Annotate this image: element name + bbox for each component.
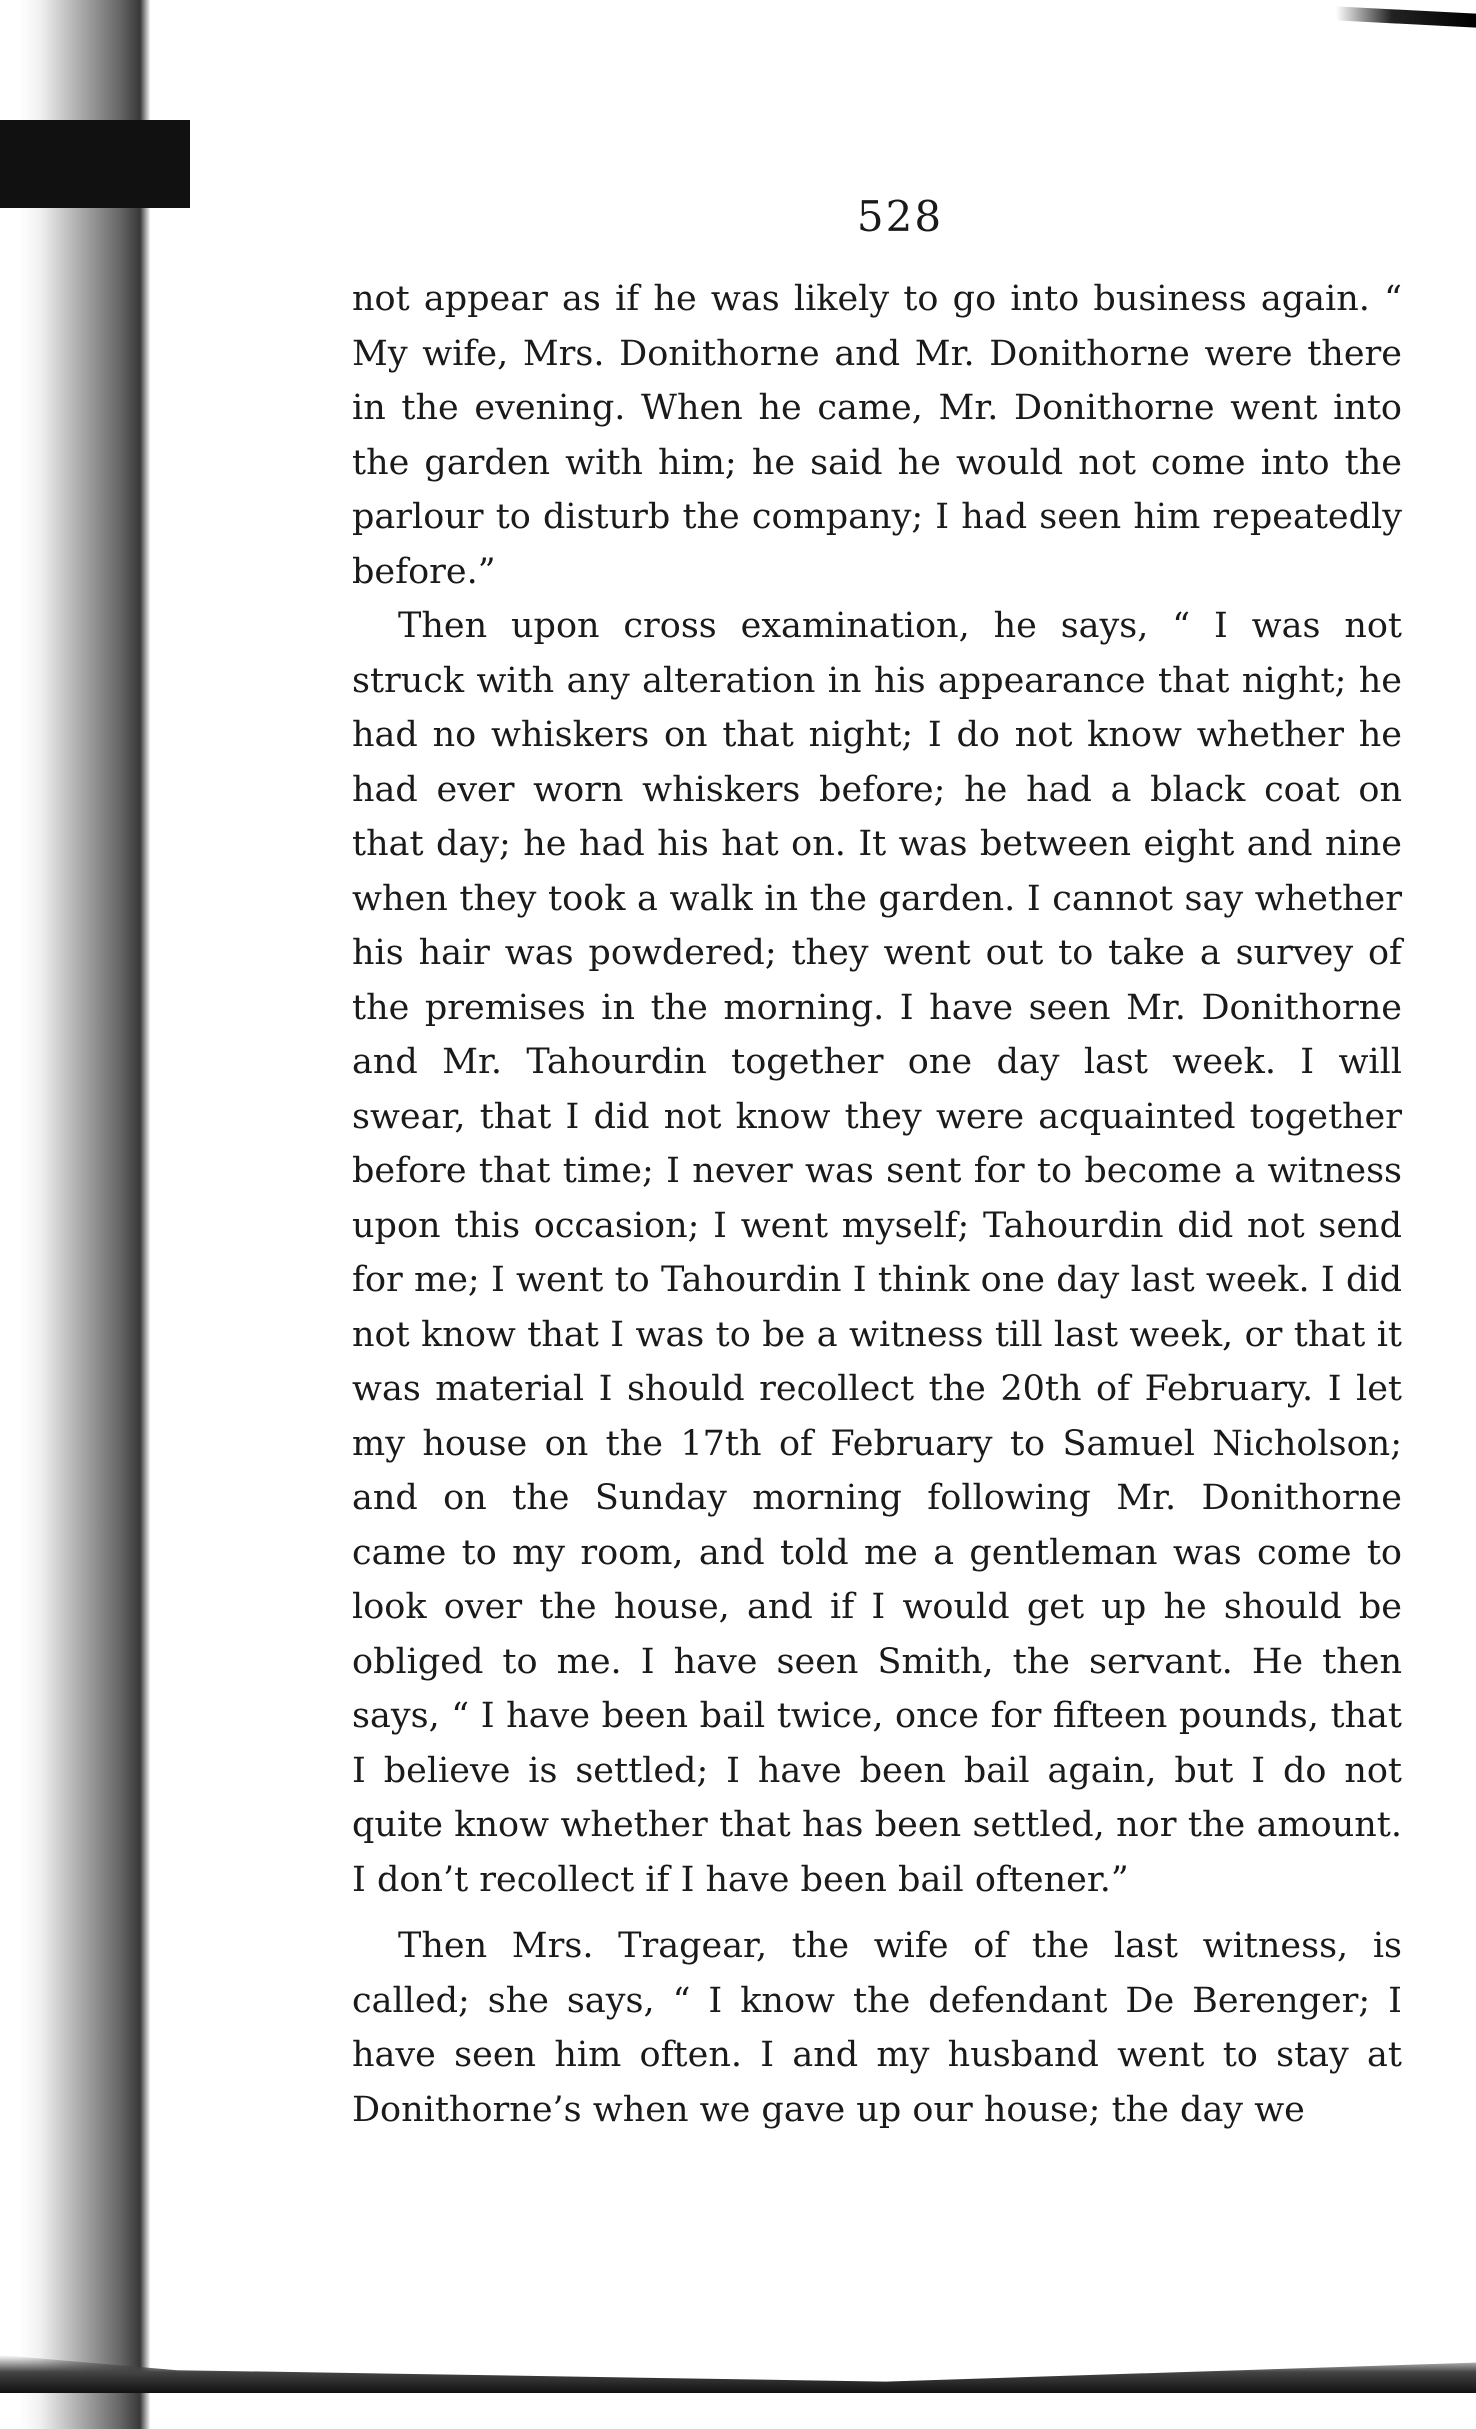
page-number: 528 (856, 192, 944, 241)
paragraph-1: not appear as if he was likely to go into business again. “ My wife, Mrs. Donithorne and Mr. Donithorne were there in the evening. When he came, Mr. Donithorne went into the garden with him; he said he would not come into the parlour to disturb the company; I had seen him repeatedly before.” (352, 279, 1402, 592)
binding-ink-blot (0, 120, 190, 208)
paragraph-3: Then Mrs. Tragear, the wife of the last witness, is called; she says, “ I know the defendant De Berenger; I have seen him often. I and my husband went to stay at Donithorne’s when we gave up our house; the day we (352, 1926, 1402, 2130)
bottom-scan-streak (0, 2355, 1476, 2393)
page-body (352, 272, 1402, 2137)
top-right-scan-streak (1336, 6, 1476, 27)
paragraph-2: Then upon cross examination, he says, “ I was not struck with any alteration in his appearance that night; he had no whiskers on that night; I do not know whether he had ever worn whiskers before; he had a black coat on that day; he had his hat on. It was between eight and nine when they took a walk in the garden. I cannot say whether his hair was powdered; they went out to take a survey of the premises in the morning. I have seen Mr. Donithorne and Mr. Tahourdin together one day last week. I will swear, that I did not know they were acquainted together before that time; I never was sent for to become a witness upon this occasion; I went myself; Tahourdin did not send for me; I went to Tahourdin I think one day last week. I did not know that I was to be a witness till last week, or that it was material I should recollect the 20th of February. I let my house on the 17th of February to Samuel Nicholson; and on the Sunday morning following Mr. Donithorne came to my room, and told me a gentleman was come to look over the house, and if I would get up he should be obliged to me. I have seen Smith, the servant. He then says, “ I have been bail twice, once for fifteen pounds, that I believe is settled; I have been bail again, but I do not quite know whether that has been settled, nor the amount. I don’t recollect if I have been bail oftener.” (352, 606, 1402, 1900)
binding-edge-shadow (0, 0, 150, 2429)
